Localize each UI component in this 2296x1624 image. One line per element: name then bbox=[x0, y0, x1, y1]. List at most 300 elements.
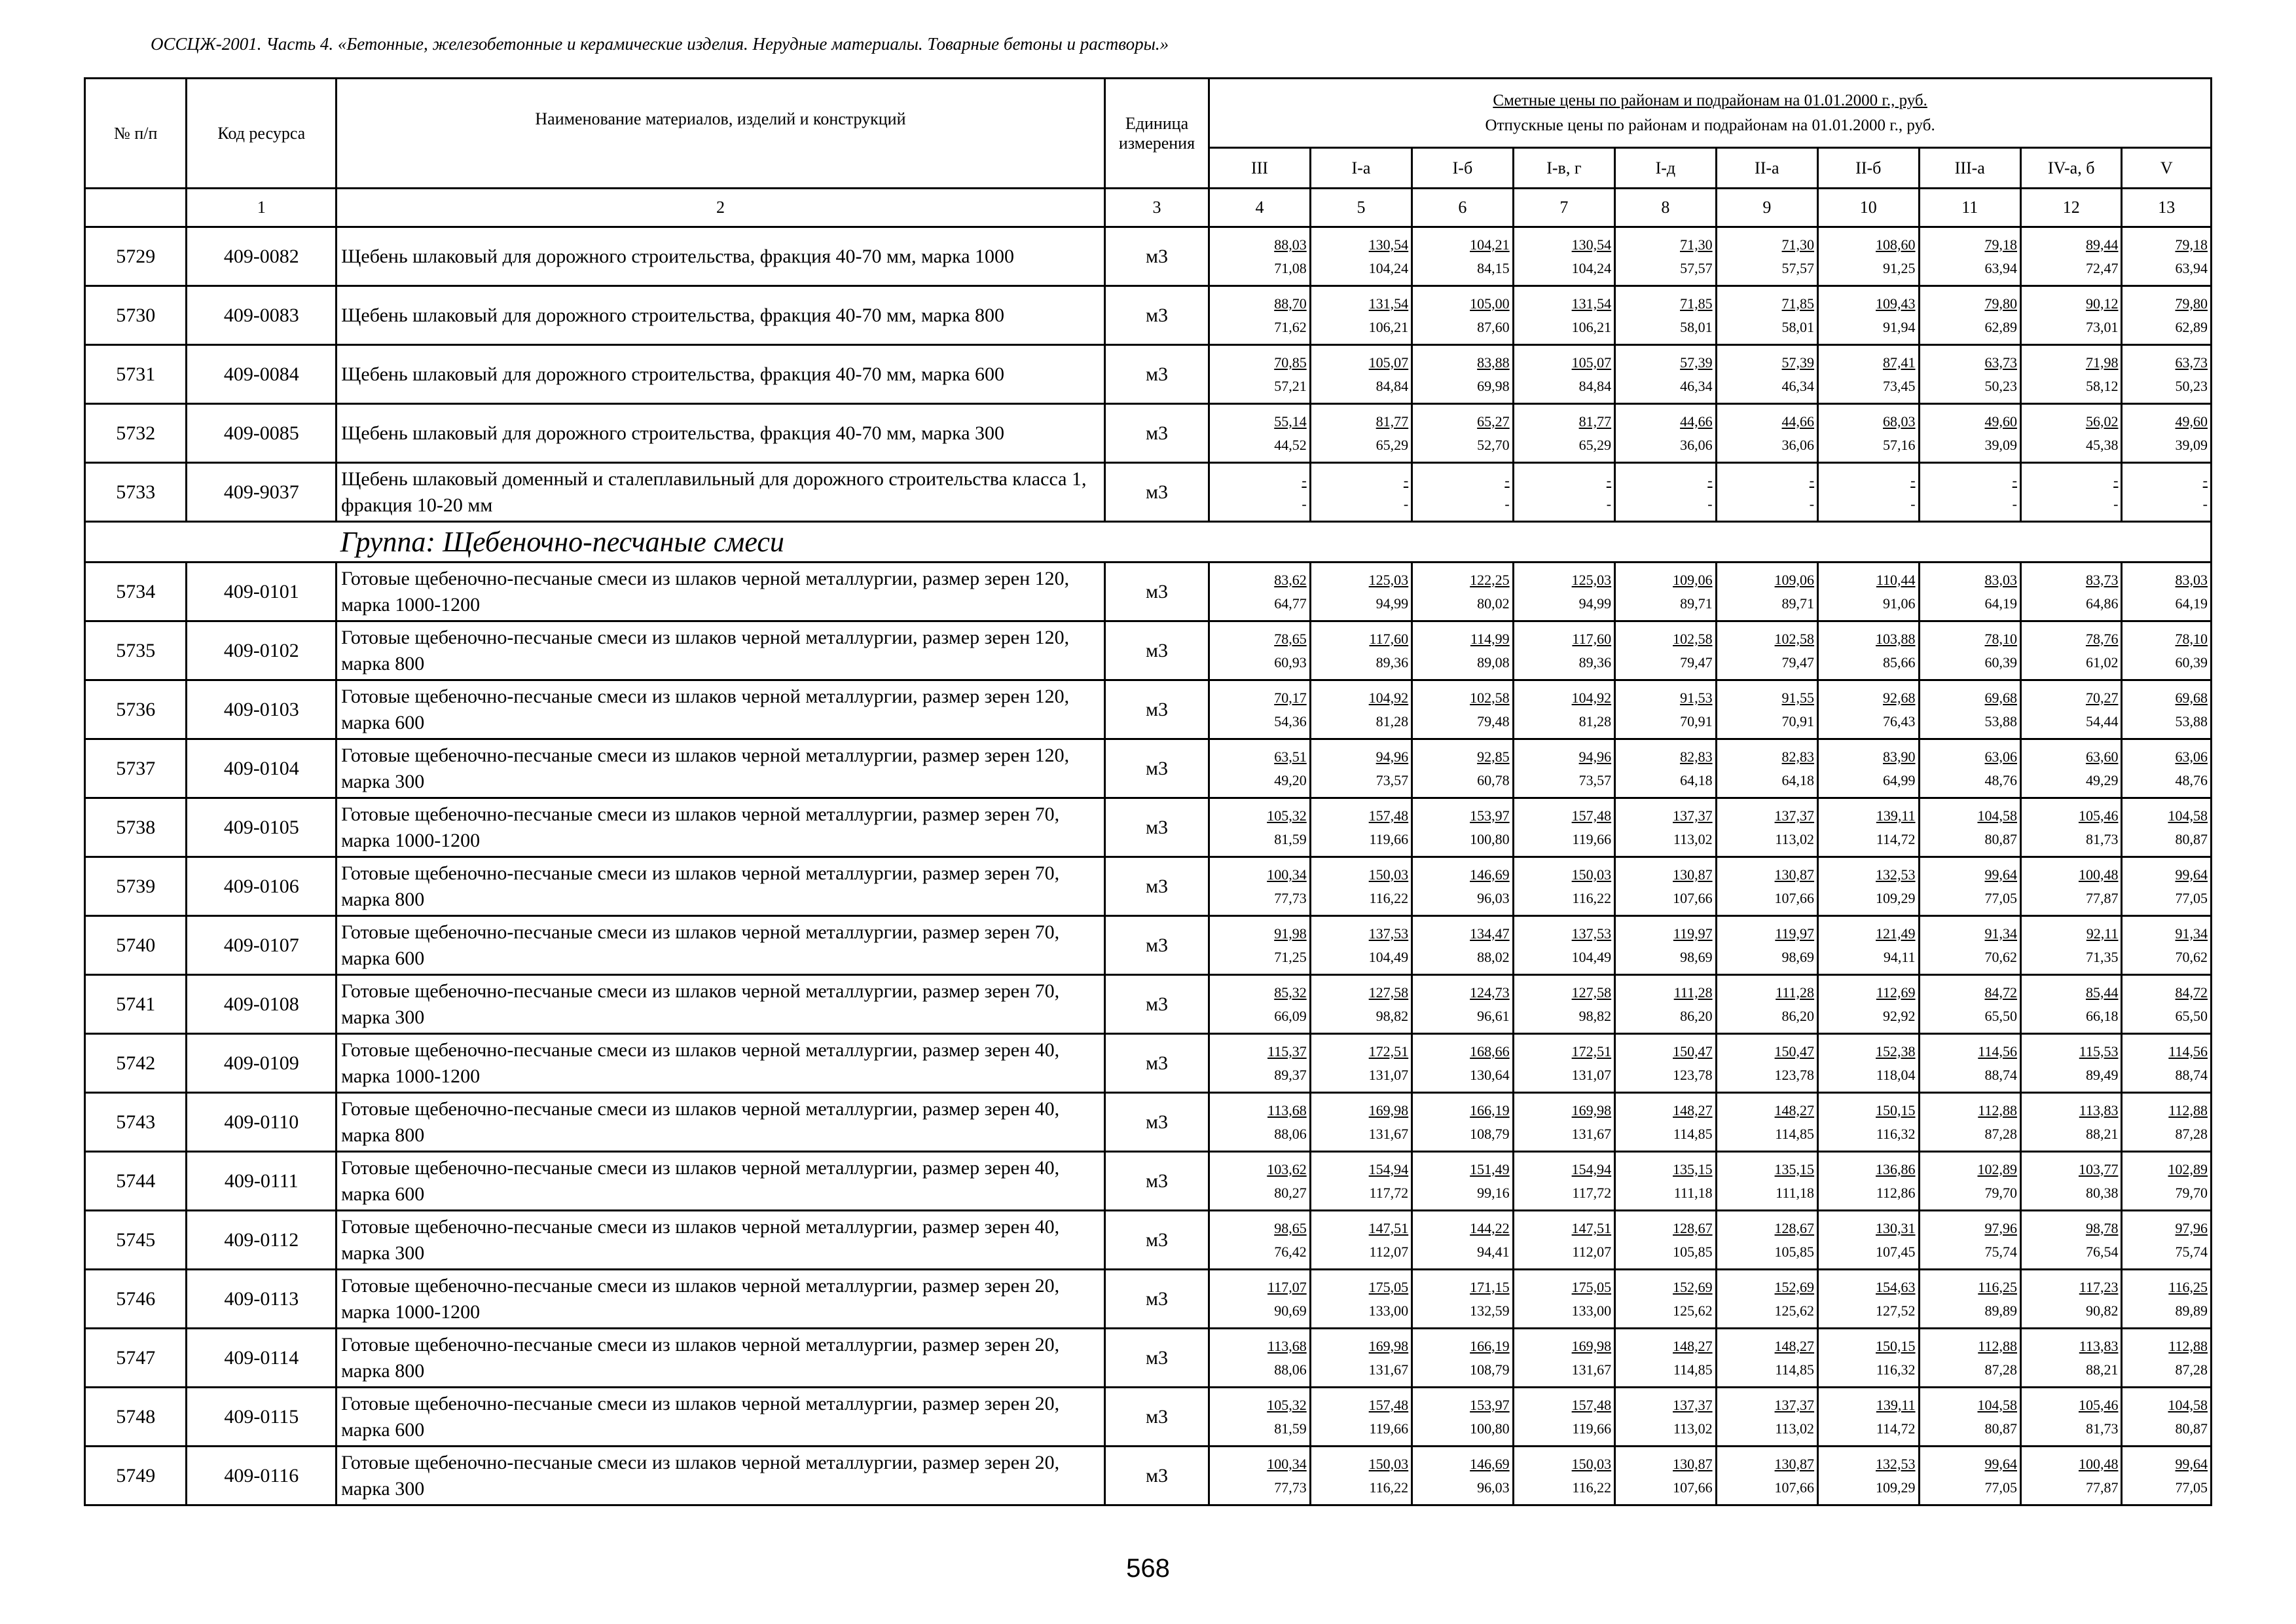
resource-code: 409-0108 bbox=[187, 975, 337, 1034]
estimate-price: 154,63 bbox=[1876, 1278, 1916, 1295]
row-number: 5734 bbox=[85, 563, 187, 621]
estimate-price: 171,15 bbox=[1470, 1278, 1510, 1295]
price-cell bbox=[1818, 739, 1919, 798]
release-price: 88,74 bbox=[2175, 1066, 2208, 1083]
estimate-price: 78,76 bbox=[2085, 630, 2119, 647]
price-cell bbox=[1310, 1447, 1412, 1505]
estimate-price: - bbox=[2202, 471, 2208, 489]
table-row bbox=[85, 739, 2212, 798]
unit: м3 bbox=[1104, 1034, 1209, 1093]
release-price: 63,94 bbox=[1984, 259, 2017, 276]
release-price: 89,08 bbox=[1477, 654, 1510, 671]
price-cell bbox=[1513, 1152, 1614, 1211]
estimate-price: 139,11 bbox=[1876, 807, 1916, 824]
price-cell bbox=[1615, 286, 1716, 345]
estimate-price: 83,90 bbox=[1883, 748, 1916, 765]
price-cell bbox=[1310, 916, 1412, 975]
price-cell bbox=[2122, 1447, 2212, 1505]
release-price: 125,62 bbox=[1673, 1302, 1713, 1319]
price-cell bbox=[1513, 975, 1614, 1034]
release-price: - bbox=[1910, 495, 1916, 512]
row-number: 5732 bbox=[85, 404, 187, 463]
price-cell bbox=[2020, 345, 2121, 404]
release-price: 116,22 bbox=[1369, 1479, 1409, 1496]
release-price: 57,16 bbox=[1883, 436, 1916, 453]
release-price: 85,66 bbox=[1883, 654, 1916, 671]
price-cell bbox=[1716, 404, 1817, 463]
row-number: 5745 bbox=[85, 1211, 187, 1270]
estimate-price: 152,69 bbox=[1673, 1278, 1713, 1295]
release-price: 107,66 bbox=[1673, 1479, 1713, 1496]
release-price: 88,21 bbox=[2085, 1361, 2119, 1378]
estimate-price: 131,54 bbox=[1368, 295, 1409, 312]
estimate-price: 102,89 bbox=[1977, 1160, 2017, 1177]
resource-code: 409-0083 bbox=[187, 286, 337, 345]
material-name: Готовые щебеночно-песчаные смеси из шлаков черной металлургии, размер зерен 70, марка 600 bbox=[337, 916, 1105, 975]
release-price: 133,00 bbox=[1571, 1302, 1612, 1319]
estimate-price: 105,07 bbox=[1571, 354, 1612, 371]
estimate-price: 91,98 bbox=[1274, 925, 1307, 942]
price-cell bbox=[1716, 798, 1817, 857]
release-price: 39,09 bbox=[2175, 436, 2208, 453]
row-number: 5740 bbox=[85, 916, 187, 975]
release-price: 98,69 bbox=[1680, 948, 1713, 965]
price-cell bbox=[1209, 1270, 1310, 1329]
resource-code: 409-0082 bbox=[187, 227, 337, 286]
price-title-line1: Сметные цены по районам и подрайонам на 01.01.2000 г., руб. bbox=[1493, 91, 1927, 109]
release-price: 119,66 bbox=[1369, 830, 1409, 847]
estimate-price: 81,77 bbox=[1578, 413, 1612, 430]
release-price: 112,86 bbox=[1876, 1184, 1916, 1201]
estimate-price: 169,98 bbox=[1571, 1101, 1612, 1118]
price-cell bbox=[1615, 975, 1716, 1034]
release-price: 64,19 bbox=[1984, 595, 2017, 612]
price-cell bbox=[1513, 227, 1614, 286]
release-price: 117,72 bbox=[1572, 1184, 1612, 1201]
release-price: 116,32 bbox=[1876, 1361, 1916, 1378]
estimate-price: 112,88 bbox=[2168, 1337, 2208, 1354]
estimate-price: 85,44 bbox=[2085, 984, 2119, 1001]
price-cell bbox=[2020, 1388, 2121, 1447]
price-cell bbox=[1818, 463, 1919, 522]
price-cell bbox=[2020, 916, 2121, 975]
column-number: 7 bbox=[1513, 189, 1614, 227]
price-cell bbox=[1310, 1152, 1412, 1211]
release-price: 80,38 bbox=[2085, 1184, 2119, 1201]
estimate-price: 57,39 bbox=[1680, 354, 1713, 371]
price-cell bbox=[1818, 227, 1919, 286]
price-cell bbox=[1310, 621, 1412, 680]
price-cell bbox=[2122, 798, 2212, 857]
price-cell bbox=[1412, 1329, 1513, 1388]
header-price-title bbox=[1209, 79, 2212, 148]
unit: м3 bbox=[1104, 1329, 1209, 1388]
price-cell bbox=[2122, 739, 2212, 798]
unit: м3 bbox=[1104, 463, 1209, 522]
release-price: 79,48 bbox=[1477, 712, 1510, 729]
price-cell bbox=[1513, 345, 1614, 404]
unit: м3 bbox=[1104, 404, 1209, 463]
estimate-price: - bbox=[1403, 471, 1409, 489]
estimate-price: 90,12 bbox=[2085, 295, 2119, 312]
price-cell bbox=[2020, 1152, 2121, 1211]
estimate-price: 85,32 bbox=[1274, 984, 1307, 1001]
unit: м3 bbox=[1104, 1447, 1209, 1505]
release-price: 77,05 bbox=[1984, 889, 2017, 906]
release-price: 53,88 bbox=[2175, 712, 2208, 729]
price-cell bbox=[1412, 739, 1513, 798]
material-name: Готовые щебеночно-песчаные смеси из шлаков черной металлургии, размер зерен 70, марка 800 bbox=[337, 857, 1105, 916]
release-price: 58,01 bbox=[1680, 318, 1713, 335]
estimate-price: 63,06 bbox=[2175, 748, 2208, 765]
estimate-price: 63,51 bbox=[1274, 748, 1307, 765]
estimate-price: 112,69 bbox=[1876, 984, 1916, 1001]
estimate-price: 112,88 bbox=[2168, 1101, 2208, 1118]
estimate-price: 79,80 bbox=[1984, 295, 2017, 312]
release-price: 62,89 bbox=[2175, 318, 2208, 335]
material-name: Щебень шлаковый для дорожного строительства, фракция 40-70 мм, марка 600 bbox=[337, 345, 1105, 404]
release-price: 87,28 bbox=[2175, 1125, 2208, 1142]
release-price: 98,69 bbox=[1781, 948, 1815, 965]
price-cell bbox=[2020, 975, 2121, 1034]
resource-code: 409-0115 bbox=[187, 1388, 337, 1447]
estimate-price: 135,15 bbox=[1673, 1160, 1713, 1177]
release-price: - bbox=[2202, 495, 2208, 512]
resource-code: 409-0101 bbox=[187, 563, 337, 621]
resource-code: 409-0111 bbox=[187, 1152, 337, 1211]
price-cell bbox=[1209, 286, 1310, 345]
row-number: 5746 bbox=[85, 1270, 187, 1329]
price-cell bbox=[2020, 621, 2121, 680]
estimate-price: 79,18 bbox=[2175, 236, 2208, 253]
release-price: 91,06 bbox=[1883, 595, 1916, 612]
estimate-price: 83,03 bbox=[1984, 571, 2017, 588]
price-cell bbox=[1310, 345, 1412, 404]
material-name: Готовые щебеночно-песчаные смеси из шлаков черной металлургии, размер зерен 20, марка 1000-1200 bbox=[337, 1270, 1105, 1329]
unit: м3 bbox=[1104, 739, 1209, 798]
release-price: 44,52 bbox=[1274, 436, 1307, 453]
estimate-price: 71,85 bbox=[1781, 295, 1815, 312]
estimate-price: 152,69 bbox=[1774, 1278, 1815, 1295]
estimate-price: 82,83 bbox=[1781, 748, 1815, 765]
release-price: 81,73 bbox=[2085, 1420, 2119, 1437]
release-price: 114,72 bbox=[1876, 1420, 1916, 1437]
estimate-price: 134,47 bbox=[1470, 925, 1510, 942]
estimate-price: 63,60 bbox=[2085, 748, 2119, 765]
estimate-price: 128,67 bbox=[1673, 1219, 1713, 1236]
estimate-price: 88,70 bbox=[1274, 295, 1307, 312]
price-cell bbox=[2020, 227, 2121, 286]
release-price: 36,06 bbox=[1781, 436, 1815, 453]
estimate-price: 49,60 bbox=[2175, 413, 2208, 430]
estimate-price: 157,48 bbox=[1571, 807, 1612, 824]
release-price: 90,82 bbox=[2085, 1302, 2119, 1319]
release-price: 54,36 bbox=[1274, 712, 1307, 729]
estimate-price: 91,53 bbox=[1680, 689, 1713, 706]
release-price: 77,05 bbox=[1984, 1479, 2017, 1496]
table-row bbox=[85, 1270, 2212, 1329]
estimate-price: 83,62 bbox=[1274, 571, 1307, 588]
release-price: 131,07 bbox=[1368, 1066, 1409, 1083]
release-price: 107,45 bbox=[1876, 1243, 1916, 1260]
price-cell bbox=[1412, 975, 1513, 1034]
price-cell bbox=[2020, 1034, 2121, 1093]
row-number: 5736 bbox=[85, 680, 187, 739]
estimate-price: - bbox=[1707, 471, 1713, 489]
price-cell bbox=[1818, 1093, 1919, 1152]
price-cell bbox=[1412, 621, 1513, 680]
release-price: 104,49 bbox=[1571, 948, 1612, 965]
release-price: 116,22 bbox=[1572, 889, 1612, 906]
release-price: 104,24 bbox=[1571, 259, 1612, 276]
estimate-price: 117,23 bbox=[2079, 1278, 2119, 1295]
release-price: 96,61 bbox=[1477, 1007, 1510, 1024]
price-cell bbox=[1412, 1034, 1513, 1093]
release-price: 105,85 bbox=[1774, 1243, 1815, 1260]
estimate-price: 63,73 bbox=[1984, 354, 2017, 371]
material-name: Готовые щебеночно-песчаные смеси из шлаков черной металлургии, размер зерен 120, марка 1000-1200 bbox=[337, 563, 1105, 621]
estimate-price: 121,49 bbox=[1876, 925, 1916, 942]
price-cell bbox=[1919, 916, 2020, 975]
table-row bbox=[85, 1329, 2212, 1388]
unit: м3 bbox=[1104, 1152, 1209, 1211]
table-row bbox=[85, 563, 2212, 621]
price-cell bbox=[1412, 404, 1513, 463]
estimate-price: 114,56 bbox=[2168, 1043, 2208, 1060]
price-cell bbox=[1513, 404, 1614, 463]
rows-top bbox=[85, 227, 2212, 522]
release-price: 131,67 bbox=[1368, 1125, 1409, 1142]
estimate-price: 144,22 bbox=[1470, 1219, 1510, 1236]
price-cell bbox=[1919, 1329, 2020, 1388]
header-region: IV-а, б bbox=[2020, 148, 2121, 189]
table-row bbox=[85, 1093, 2212, 1152]
release-price: 118,04 bbox=[1876, 1066, 1916, 1083]
release-price: 113,02 bbox=[1775, 830, 1815, 847]
estimate-price: 130,87 bbox=[1774, 1455, 1815, 1472]
material-name: Готовые щебеночно-песчаные смеси из шлаков черной металлургии, размер зерен 20, марка 800 bbox=[337, 1329, 1105, 1388]
release-price: 80,27 bbox=[1274, 1184, 1307, 1201]
estimate-price: 116,25 bbox=[1978, 1278, 2017, 1295]
release-price: 77,73 bbox=[1274, 889, 1307, 906]
price-cell bbox=[1615, 1034, 1716, 1093]
price-cell bbox=[1818, 1329, 1919, 1388]
price-cell bbox=[1310, 739, 1412, 798]
release-price: 113,02 bbox=[1673, 830, 1713, 847]
estimate-price: 172,51 bbox=[1571, 1043, 1612, 1060]
estimate-price: 166,19 bbox=[1470, 1337, 1510, 1354]
release-price: 53,88 bbox=[1984, 712, 2017, 729]
release-price: 94,41 bbox=[1477, 1243, 1510, 1260]
estimate-price: 150,47 bbox=[1774, 1043, 1815, 1060]
estimate-price: 78,10 bbox=[1984, 630, 2017, 647]
material-name: Щебень шлаковый для дорожного строительства, фракция 40-70 мм, марка 300 bbox=[337, 404, 1105, 463]
release-price: 75,74 bbox=[2175, 1243, 2208, 1260]
header-unit: Единица измерения bbox=[1104, 79, 1209, 189]
release-price: 69,98 bbox=[1477, 377, 1510, 394]
material-name: Готовые щебеночно-песчаные смеси из шлаков черной металлургии, размер зерен 40, марка 300 bbox=[337, 1211, 1105, 1270]
price-cell bbox=[1310, 404, 1412, 463]
resource-code: 409-0116 bbox=[187, 1447, 337, 1505]
estimate-price: 150,15 bbox=[1876, 1337, 1916, 1354]
release-price: 116,32 bbox=[1876, 1125, 1916, 1142]
resource-code: 409-0107 bbox=[187, 916, 337, 975]
estimate-price: 82,83 bbox=[1680, 748, 1713, 765]
release-price: 108,79 bbox=[1470, 1125, 1510, 1142]
estimate-price: 117,60 bbox=[1572, 630, 1612, 647]
row-number: 5731 bbox=[85, 345, 187, 404]
price-cell bbox=[1716, 563, 1817, 621]
estimate-price: 113,68 bbox=[1267, 1337, 1307, 1354]
estimate-price: - bbox=[1809, 471, 1815, 489]
price-cell bbox=[2122, 1034, 2212, 1093]
price-cell bbox=[1716, 1152, 1817, 1211]
estimate-price: 154,94 bbox=[1368, 1160, 1409, 1177]
release-price: 62,89 bbox=[1984, 318, 2017, 335]
resource-code: 409-0112 bbox=[187, 1211, 337, 1270]
price-cell bbox=[1919, 739, 2020, 798]
resource-code: 409-0102 bbox=[187, 621, 337, 680]
price-cell bbox=[1615, 1093, 1716, 1152]
price-cell bbox=[1615, 1329, 1716, 1388]
price-cell bbox=[1615, 916, 1716, 975]
estimate-price: 108,60 bbox=[1876, 236, 1916, 253]
release-price: 45,38 bbox=[2085, 436, 2119, 453]
unit: м3 bbox=[1104, 798, 1209, 857]
estimate-price: 83,73 bbox=[2085, 571, 2119, 588]
price-cell bbox=[1412, 1447, 1513, 1505]
release-price: 71,25 bbox=[1274, 948, 1307, 965]
estimate-price: 157,48 bbox=[1368, 807, 1409, 824]
release-price: 111,18 bbox=[1673, 1184, 1713, 1201]
price-cell bbox=[1209, 680, 1310, 739]
release-price: 60,93 bbox=[1274, 654, 1307, 671]
release-price: 66,09 bbox=[1274, 1007, 1307, 1024]
release-price: 80,87 bbox=[1984, 830, 2017, 847]
row-number: 5737 bbox=[85, 739, 187, 798]
estimate-price: 87,41 bbox=[1883, 354, 1916, 371]
row-number: 5741 bbox=[85, 975, 187, 1034]
estimate-price: 113,83 bbox=[2079, 1101, 2119, 1118]
estimate-price: 104,58 bbox=[2168, 807, 2208, 824]
estimate-price: 114,99 bbox=[1470, 630, 1510, 647]
price-cell bbox=[1615, 680, 1716, 739]
price-cell bbox=[2020, 1329, 2121, 1388]
price-cell bbox=[1716, 1447, 1817, 1505]
estimate-price: 130,54 bbox=[1368, 236, 1409, 253]
release-price: - bbox=[1707, 495, 1713, 512]
release-price: 50,23 bbox=[2175, 377, 2208, 394]
estimate-price: 137,37 bbox=[1673, 807, 1713, 824]
unit: м3 bbox=[1104, 680, 1209, 739]
material-name: Готовые щебеночно-песчаные смеси из шлаков черной металлургии, размер зерен 20, марка 300 bbox=[337, 1447, 1105, 1505]
release-price: 81,73 bbox=[2085, 830, 2119, 847]
estimate-price: 70,85 bbox=[1274, 354, 1307, 371]
header-region: III bbox=[1209, 148, 1310, 189]
release-price: 81,59 bbox=[1274, 830, 1307, 847]
release-price: 131,67 bbox=[1368, 1361, 1409, 1378]
release-price: 94,99 bbox=[1578, 595, 1612, 612]
estimate-price: 146,69 bbox=[1470, 1455, 1510, 1472]
row-number: 5738 bbox=[85, 798, 187, 857]
table-row bbox=[85, 404, 2212, 463]
resource-code: 409-0103 bbox=[187, 680, 337, 739]
price-cell bbox=[1513, 798, 1614, 857]
price-cell bbox=[1412, 1152, 1513, 1211]
estimate-price: 119,97 bbox=[1775, 925, 1815, 942]
release-price: 70,91 bbox=[1781, 712, 1815, 729]
estimate-price: 114,56 bbox=[1978, 1043, 2017, 1060]
estimate-price: 92,68 bbox=[1883, 689, 1916, 706]
release-price: 89,36 bbox=[1578, 654, 1612, 671]
release-price: 87,28 bbox=[1984, 1361, 2017, 1378]
header-code: Код ресурса bbox=[187, 79, 337, 189]
release-price: 57,57 bbox=[1680, 259, 1713, 276]
price-cell bbox=[2122, 1211, 2212, 1270]
estimate-price: 70,17 bbox=[1274, 689, 1307, 706]
column-number: 10 bbox=[1818, 189, 1919, 227]
estimate-price: - bbox=[1606, 471, 1612, 489]
material-name: Щебень шлаковый доменный и сталеплавильный для дорожного строительства класса 1, фракция 10-20 мм bbox=[337, 463, 1105, 522]
estimate-price: 148,27 bbox=[1673, 1337, 1713, 1354]
release-price: 61,02 bbox=[2085, 654, 2119, 671]
resource-code: 409-0104 bbox=[187, 739, 337, 798]
release-price: 57,21 bbox=[1274, 377, 1307, 394]
price-cell bbox=[1615, 1388, 1716, 1447]
release-price: 49,20 bbox=[1274, 771, 1307, 788]
estimate-price: 137,37 bbox=[1774, 1396, 1815, 1413]
price-cell bbox=[1919, 463, 2020, 522]
estimate-price: 137,53 bbox=[1368, 925, 1409, 942]
release-price: 84,84 bbox=[1578, 377, 1612, 394]
estimate-price: - bbox=[1504, 471, 1510, 489]
price-cell bbox=[1412, 563, 1513, 621]
unit: м3 bbox=[1104, 286, 1209, 345]
table-row bbox=[85, 1211, 2212, 1270]
price-cell bbox=[1818, 1447, 1919, 1505]
material-name: Готовые щебеночно-песчаные смеси из шлаков черной металлургии, размер зерен 120, марка 800 bbox=[337, 621, 1105, 680]
table-row bbox=[85, 1447, 2212, 1505]
price-cell bbox=[1513, 1034, 1614, 1093]
estimate-price: 105,07 bbox=[1368, 354, 1409, 371]
price-cell bbox=[1412, 286, 1513, 345]
price-cell bbox=[1818, 1034, 1919, 1093]
estimate-price: 88,03 bbox=[1274, 236, 1307, 253]
price-cell bbox=[1209, 916, 1310, 975]
estimate-price: 150,03 bbox=[1368, 866, 1409, 883]
price-cell bbox=[1412, 463, 1513, 522]
release-price: 60,78 bbox=[1477, 771, 1510, 788]
row-number: 5735 bbox=[85, 621, 187, 680]
price-cell bbox=[1513, 1447, 1614, 1505]
estimate-price: 97,96 bbox=[2175, 1219, 2208, 1236]
release-price: - bbox=[1504, 495, 1510, 512]
group-section bbox=[85, 522, 2212, 563]
release-price: 114,85 bbox=[1673, 1361, 1713, 1378]
price-cell bbox=[1919, 1270, 2020, 1329]
price-cell bbox=[1209, 1329, 1310, 1388]
release-price: 73,57 bbox=[1376, 771, 1409, 788]
price-cell bbox=[1919, 227, 2020, 286]
release-price: 108,79 bbox=[1470, 1361, 1510, 1378]
release-price: 79,47 bbox=[1781, 654, 1815, 671]
release-price: 84,84 bbox=[1376, 377, 1409, 394]
group-title: Группа: Щебеночно-песчаные смеси bbox=[337, 522, 2212, 563]
estimate-price: 130,31 bbox=[1876, 1219, 1916, 1236]
price-cell bbox=[1615, 1270, 1716, 1329]
release-price: - bbox=[2113, 495, 2119, 512]
release-price: 131,07 bbox=[1571, 1066, 1612, 1083]
